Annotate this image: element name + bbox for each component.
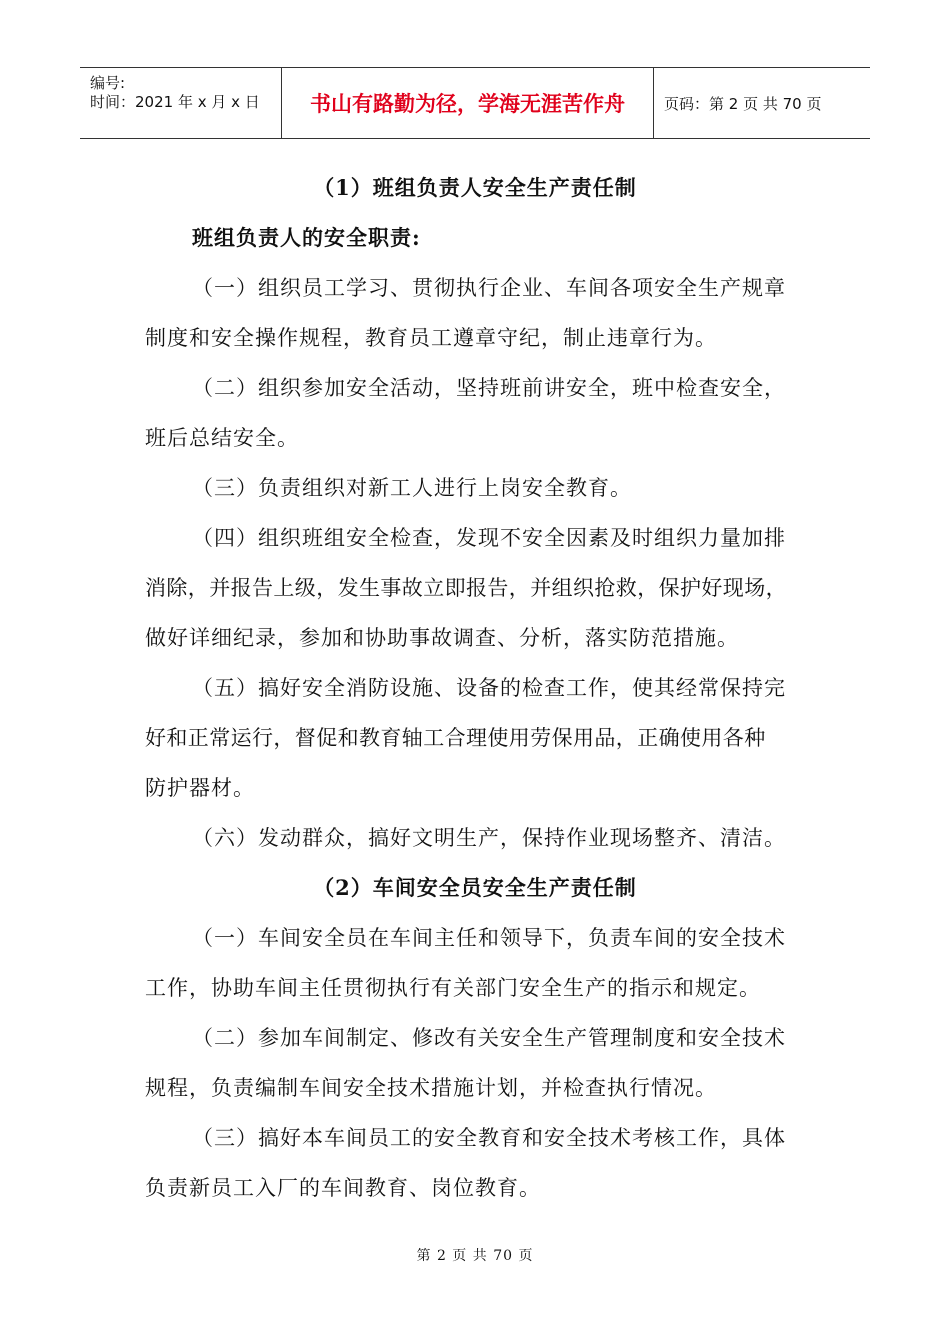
paragraph-line: （六）发动群众，搞好文明生产，保持作业现场整齐、清洁。 [192, 826, 786, 850]
paragraph-line: 好和正常运行，督促和教育轴工合理使用劳保用品，正确使用各种 [145, 726, 766, 750]
section-2-title: （2）车间安全员安全生产责任制 [313, 875, 637, 900]
paragraph-line: （二）参加车间制定、修改有关安全生产管理制度和安全技术 [192, 1026, 786, 1050]
paragraph-line: （三）负责组织对新工人进行上岗安全教育。 [192, 476, 632, 500]
section-1-subtitle: 班组负责人的安全职责: [192, 225, 421, 250]
section-1-title: （1）班组负责人安全生产责任制 [313, 175, 637, 200]
paragraph-line: 班后总结安全。 [145, 426, 299, 450]
paragraph-line: （二）组织参加安全活动，坚持班前讲安全，班中检查安全， [192, 376, 786, 400]
page-info: 页码：第 2 页 共 70 页 [664, 94, 822, 113]
paragraph-line: 做好详细纪录，参加和协助事故调查、分析，落实防范措施。 [145, 626, 739, 650]
paragraph-line: 负责新员工入厂的车间教育、岗位教育。 [145, 1176, 541, 1200]
header-motto-cell [282, 68, 654, 138]
page-footer: 第 2 页 共 70 页 [416, 1248, 534, 1264]
paragraph-line: 制度和安全操作规程，教育员工遵章守纪，制止违章行为。 [145, 326, 717, 350]
document-header [80, 67, 870, 139]
paragraph-line: （一）组织员工学习、贯彻执行企业、车间各项安全生产规章 [192, 276, 786, 300]
paragraph-line: 工作，协助车间主任贯彻执行有关部门安全生产的指示和规定。 [145, 976, 761, 1000]
paragraph-line: （五）搞好安全消防设施、设备的检查工作，使其经常保持完 [192, 676, 786, 700]
paragraph-line: 规程，负责编制车间安全技术措施计划，并检查执行情况。 [145, 1076, 717, 1100]
paragraph-line: （三）搞好本车间员工的安全教育和安全技术考核工作，具体 [192, 1126, 786, 1150]
paragraph-line: 防护器材。 [145, 776, 255, 800]
header-meta-cell [80, 68, 282, 138]
motto-text: 书山有路勤为径，学海无涯苦作舟 [310, 92, 625, 116]
date-label: 时间：2021 年 x 月 x 日 [90, 93, 260, 111]
number-label: 编号: [90, 74, 126, 92]
paragraph-line: 消除，并报告上级，发生事故立即报告，并组织抢救，保护好现场， [145, 576, 787, 600]
paragraph-line: （四）组织班组安全检查，发现不安全因素及时组织力量加排 [192, 526, 786, 550]
paragraph-line: （一）车间安全员在车间主任和领导下，负责车间的安全技术 [192, 926, 786, 950]
header-page-cell [654, 68, 870, 138]
